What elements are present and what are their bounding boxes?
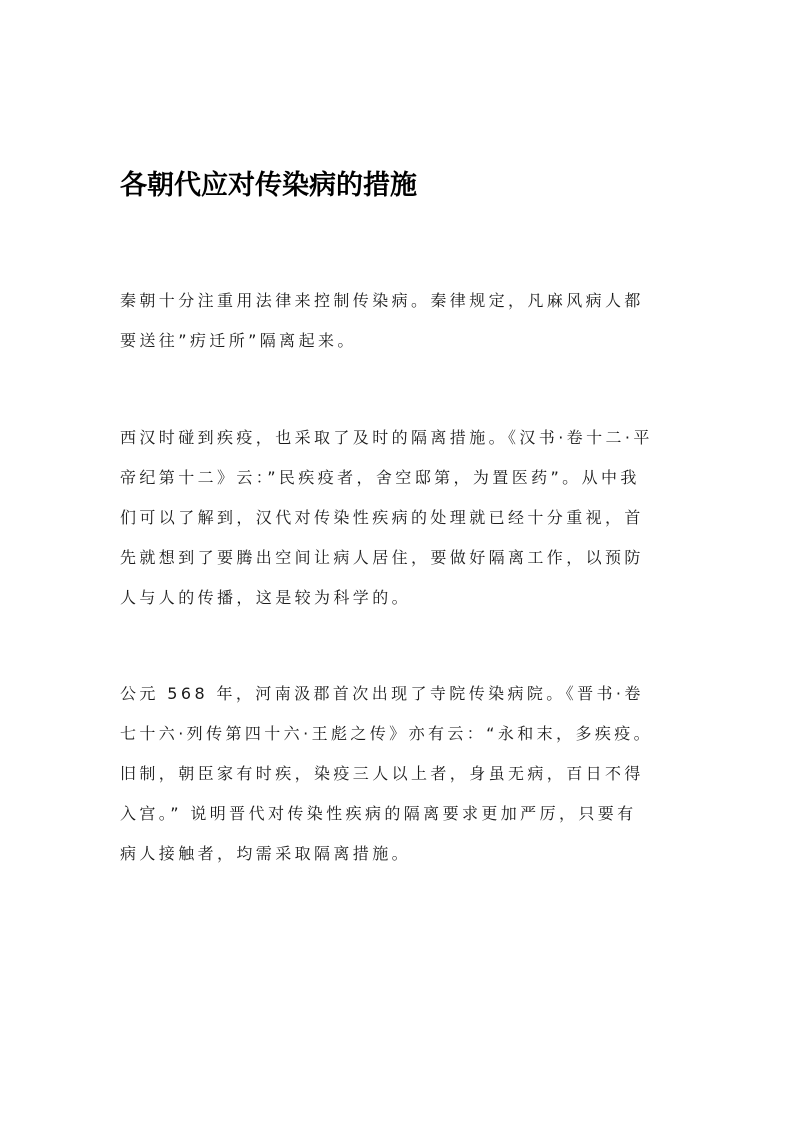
paragraph-qin xyxy=(120,281,680,361)
paragraph-line: 入宫。” 说明晋代对传染性疾病的隔离要求更加严厉，只要有 xyxy=(120,804,637,823)
paragraph-line: 病人接触者，均需采取隔离措施。 xyxy=(120,844,412,863)
paragraph-line: 西汉时碰到疾疫，也采取了及时的隔离措施。《汉书·卷十二·平 xyxy=(120,428,653,447)
paragraph-line: 帝纪第十二》云：”民疾疫者，舍空邸第，为置医药”。从中我 xyxy=(120,468,640,487)
paragraph-line: 人与人的传播，这是较为科学的。 xyxy=(120,588,412,607)
paragraph-line: 秦朝十分注重用法律来控制传染病。秦律规定，凡麻风病人都 xyxy=(120,291,644,310)
paragraph-line: 七十六·列传第四十六·王彪之传》亦有云：“永和末，多疾疫。 xyxy=(120,724,654,743)
page-title: 各朝代应对传染病的措施 xyxy=(120,170,417,201)
paragraph-jin xyxy=(120,674,680,874)
paragraph-western-han xyxy=(120,418,680,618)
paragraph-line: 公元 568 年，河南汲郡首次出现了寺院传染病院。《晋书·卷 xyxy=(120,684,644,703)
paragraph-line: 们可以了解到，汉代对传染性疾病的处理就已经十分重视，首 xyxy=(120,508,644,527)
paragraph-line: 先就想到了要腾出空间让病人居住，要做好隔离工作，以预防 xyxy=(120,548,644,567)
paragraph-line: 旧制，朝臣家有时疾，染疫三人以上者，身虽无病，百日不得 xyxy=(120,764,644,783)
paragraph-line: 要送往”疠迁所”隔离起来。 xyxy=(120,331,357,350)
